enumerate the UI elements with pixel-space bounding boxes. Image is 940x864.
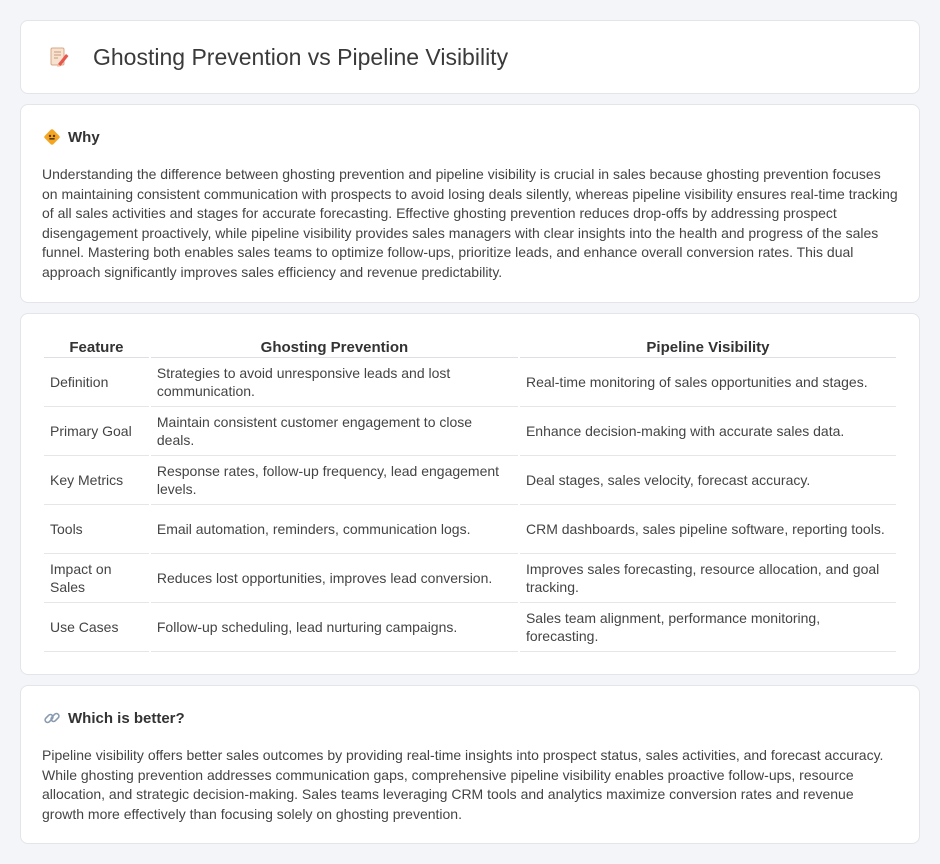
table-row: [44, 603, 896, 652]
row-pipeline: CRM dashboards, sales pipeline software, reporting tools.: [520, 505, 896, 554]
better-heading: Which is better?: [68, 709, 185, 727]
row-ghosting: Follow-up scheduling, lead nurturing campaigns.: [151, 603, 518, 652]
better-heading-row: [43, 709, 185, 727]
row-feature: Definition: [44, 358, 149, 407]
why-heading-row: [43, 128, 100, 146]
row-ghosting: Maintain consistent customer engagement to close deals.: [151, 407, 518, 456]
row-pipeline: Enhance decision-making with accurate sales data.: [520, 407, 896, 456]
row-ghosting: Reduces lost opportunities, improves lead conversion.: [151, 554, 518, 603]
title-row: [21, 21, 919, 93]
title-card: [20, 20, 920, 94]
diamond-sign-icon: [43, 128, 61, 146]
table-header-row: [44, 334, 896, 358]
header-feature: Feature: [44, 334, 149, 358]
row-feature: Primary Goal: [44, 407, 149, 456]
link-icon: [43, 709, 61, 727]
document-pencil-icon: [47, 45, 71, 69]
table-row: [44, 505, 896, 554]
row-feature: Tools: [44, 505, 149, 554]
table-row: [44, 456, 896, 505]
why-card: [20, 104, 920, 303]
better-body: Pipeline visibility offers better sales outcomes by providing real-time insights into prospect status, sales activities, and forecast accuracy. While ghosting prevention addresses communication gaps, comprehensive pipeline visibility enables proactive follow-ups, resource allocation, and strategic decision-making. Sales teams leveraging CRM tools and analytics maximize conversion rates and revenue growth more effectively than focusing solely on ghosting prevention.: [42, 747, 884, 822]
row-feature: Impact on Sales: [44, 554, 149, 603]
table-row: [44, 358, 896, 407]
page-title: Ghosting Prevention vs Pipeline Visibility: [93, 43, 509, 70]
why-body: Understanding the difference between ghosting prevention and pipeline visibility is crucial in sales because ghosting prevention focuses on maintaining consistent communication with prospects to avoid losing deals silently, whereas pipeline visibility ensures real-time tracking of all sales activities and stages for accurate forecasting. Effective ghosting prevention reduces drop-offs by addressing prospect disengagement proactively, while pipeline visibility provides sales managers with clear insights into the health and progress of the sales funnel. Mastering both enables sales teams to optimize follow-ups, prioritize leads, and enhance overall conversion rates. This dual approach significantly improves sales efficiency and revenue predictability.: [42, 166, 898, 280]
table-row: [44, 554, 896, 603]
which-is-better-card: [20, 685, 920, 844]
comparison-table: [42, 334, 898, 652]
row-pipeline: Deal stages, sales velocity, forecast accuracy.: [520, 456, 896, 505]
row-feature: Use Cases: [44, 603, 149, 652]
row-ghosting: Email automation, reminders, communication logs.: [151, 505, 518, 554]
header-ghosting-prevention: Ghosting Prevention: [151, 334, 518, 358]
row-pipeline: Improves sales forecasting, resource allocation, and goal tracking.: [520, 554, 896, 603]
table-row: [44, 407, 896, 456]
why-heading: Why: [68, 128, 100, 146]
row-ghosting: Response rates, follow-up frequency, lead engagement levels.: [151, 456, 518, 505]
row-pipeline: Sales team alignment, performance monitoring, forecasting.: [520, 603, 896, 652]
row-feature: Key Metrics: [44, 456, 149, 505]
row-pipeline: Real-time monitoring of sales opportunities and stages.: [520, 358, 896, 407]
comparison-card: [20, 313, 920, 675]
row-ghosting: Strategies to avoid unresponsive leads and lost communication.: [151, 358, 518, 407]
header-pipeline-visibility: Pipeline Visibility: [520, 334, 896, 358]
